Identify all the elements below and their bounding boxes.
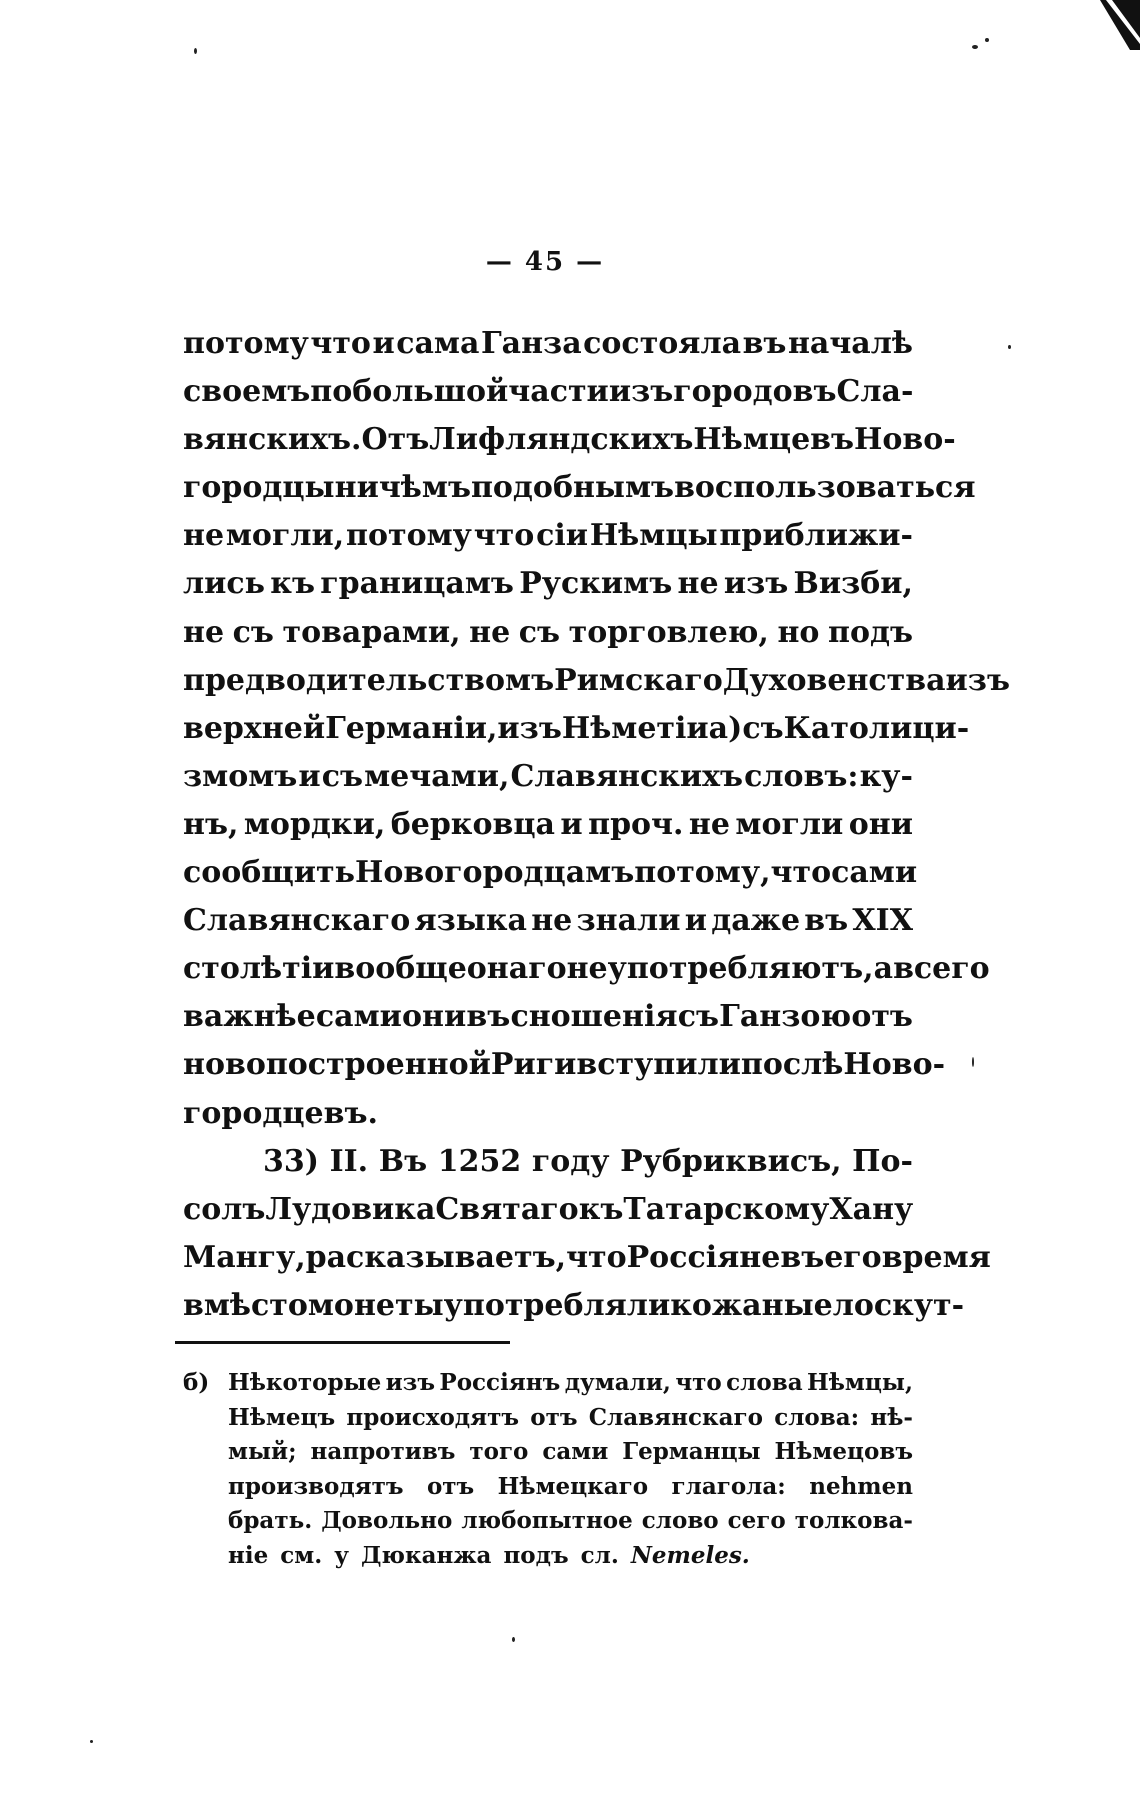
word: онаго (466, 951, 567, 987)
word: что (566, 1239, 627, 1275)
word: въ (466, 999, 511, 1035)
word: языка (414, 903, 527, 939)
word: лись (183, 566, 266, 602)
ink-speck (985, 38, 989, 42)
footnote-word: того (469, 1438, 529, 1465)
text-line (183, 1090, 913, 1138)
ink-speck (194, 48, 197, 54)
word: 1252 (437, 1143, 522, 1179)
word: городцы (183, 470, 335, 506)
footnote-word: Nemeles. (630, 1541, 750, 1569)
word: и (560, 806, 583, 842)
text-line (183, 1234, 991, 1282)
ink-speck (90, 1740, 93, 1743)
word: знали (576, 903, 681, 939)
word: По- (852, 1143, 913, 1179)
word: отъ (851, 999, 913, 1035)
word: съ (518, 614, 561, 650)
footnote-word: производятъ (228, 1472, 404, 1500)
word: Нѣметіи (561, 710, 709, 746)
word: сношенія (510, 999, 678, 1035)
footnote-line (183, 1435, 913, 1470)
footnote-word: Нѣмецъ (228, 1403, 336, 1431)
footnote-line (183, 1366, 913, 1401)
word: состояла (583, 326, 742, 361)
word: Россіяне (626, 1239, 781, 1275)
word: вступили (576, 1047, 741, 1083)
word: потому (183, 326, 309, 361)
word: мордки, (243, 806, 386, 842)
word: воспользоваться (674, 470, 976, 506)
word: Риги (490, 1047, 577, 1083)
word: изъ (723, 566, 789, 602)
footnote-word: глагола: (671, 1472, 786, 1500)
word: сама (396, 326, 480, 361)
word: границамъ (320, 566, 514, 602)
word: не (531, 903, 573, 939)
footnote-word: ніе (228, 1541, 269, 1569)
footnote-word: Довольно (321, 1507, 453, 1534)
word: но (777, 614, 820, 650)
footnote-word: напротивъ (310, 1438, 456, 1465)
word: даже (711, 903, 801, 939)
word: сами (315, 999, 402, 1035)
text-line (183, 753, 913, 801)
word: части (508, 374, 609, 410)
main-text (183, 320, 1010, 1330)
text-line (183, 464, 976, 512)
word: Ганза (480, 326, 582, 361)
word: Сла- (836, 374, 914, 410)
footnote-line (183, 1539, 913, 1574)
word: его (824, 1239, 882, 1275)
text-line (183, 705, 970, 753)
word: Духовенства (722, 662, 946, 698)
word: подобнымъ (470, 470, 675, 506)
word: предводительствомъ (183, 662, 555, 698)
word: Святаго (435, 1191, 579, 1227)
footnote-word: Нѣмцы, (807, 1369, 913, 1396)
text-line (183, 1282, 965, 1330)
word: по (310, 374, 353, 410)
word: товарами, (282, 614, 461, 650)
word: а) (708, 710, 743, 746)
word: и (372, 326, 395, 361)
word: сами (831, 855, 918, 891)
word: Рубриквисъ, (620, 1143, 842, 1179)
word: не (469, 614, 511, 650)
word: въ (780, 1239, 825, 1275)
word: году (531, 1143, 610, 1179)
text-line (183, 945, 990, 993)
word: Мангу, (183, 1239, 306, 1275)
word: а (873, 951, 894, 987)
footnote-word: что (675, 1369, 722, 1396)
footnote-word: Дюканжа (360, 1541, 492, 1569)
word: Отъ (361, 422, 430, 458)
footnote-word: отъ (426, 1472, 475, 1500)
word: Германіи, (325, 710, 498, 746)
word: Татарскому (623, 1191, 830, 1227)
word: употребляли (443, 1287, 671, 1323)
word: вообще (334, 951, 467, 987)
word: Лудовика (265, 1191, 436, 1227)
word: Хану (829, 1191, 914, 1227)
page-number: — 45 — (485, 247, 605, 277)
word: потому, (634, 855, 771, 891)
footnote-marker: б) (183, 1369, 210, 1396)
word: монеты (307, 1287, 444, 1323)
word: ничѣмъ (334, 470, 471, 506)
footnote-word: происходятъ (346, 1403, 519, 1431)
footnote-word: Нѣкоторые (228, 1369, 382, 1396)
word: торговлею, (568, 614, 769, 650)
word: верхней (183, 710, 326, 746)
text-line (183, 416, 956, 464)
word: важнѣе (183, 999, 316, 1035)
word: Ново- (843, 1047, 946, 1083)
text-line (183, 801, 913, 849)
word: употребляютъ, (607, 951, 874, 987)
word: новопостроенной (183, 1047, 491, 1083)
footnote-word: сего (727, 1507, 786, 1534)
word: Нѣмцы (589, 518, 718, 554)
footnote-block (183, 1366, 913, 1573)
word: подъ (828, 614, 913, 650)
word: Католици- (783, 710, 970, 746)
footnote-word: мый; (228, 1438, 297, 1465)
word: городцевъ. (183, 1095, 378, 1131)
text-line (183, 1186, 913, 1234)
word: XIX (852, 903, 913, 939)
word: съ (321, 758, 364, 794)
word: къ (270, 566, 315, 602)
word: могли, (225, 518, 345, 554)
word: кожаные (670, 1287, 833, 1323)
footnote-line (183, 1401, 913, 1436)
word: не (183, 614, 225, 650)
word: Ганзою (719, 999, 852, 1035)
word: змомъ (183, 758, 298, 794)
word: не (688, 806, 730, 842)
word: Нѣмцевъ (693, 422, 855, 458)
word: большой (352, 374, 509, 410)
footnote-word: у (334, 1541, 349, 1569)
word: вянскихъ. (183, 422, 362, 458)
word: 33) (263, 1143, 319, 1179)
word: и (684, 903, 707, 939)
word: словъ: (744, 758, 859, 794)
ink-speck (512, 1637, 515, 1642)
footnote-line (183, 1470, 913, 1505)
footnote-word: слово (641, 1507, 719, 1534)
word: мечами, (364, 758, 510, 794)
word: всего (893, 951, 990, 987)
footnote-line (183, 1504, 913, 1539)
text-line (183, 320, 913, 368)
text-line (183, 368, 913, 416)
word: могли (735, 806, 844, 842)
footnote-word: слова (726, 1369, 803, 1396)
word: лоскут- (832, 1287, 965, 1323)
word: своемъ (183, 374, 311, 410)
word: нъ, (183, 806, 239, 842)
text-line (183, 560, 913, 608)
word: Ново- (854, 422, 956, 458)
footnote-word: нѣ- (870, 1403, 913, 1431)
footnote-word: сл. (580, 1541, 619, 1569)
word: что (310, 326, 371, 361)
word: съ (677, 999, 719, 1035)
word: расказываетъ, (305, 1239, 567, 1275)
word: Славянскаго (183, 903, 411, 939)
word: съ (742, 710, 784, 746)
word: послѣ (740, 1047, 844, 1083)
word: Лифляндскихъ (429, 422, 694, 458)
word: Новогородцамъ (354, 855, 635, 891)
footnote-word: Россіянъ (439, 1369, 561, 1396)
footnote-word: Нѣмецовъ (774, 1438, 913, 1465)
footnote-word: толкова- (794, 1507, 913, 1534)
text-line (183, 657, 1010, 705)
word: изъ (945, 662, 1010, 698)
word: не (566, 951, 608, 987)
text-line (183, 1041, 946, 1089)
text-line (183, 1138, 913, 1186)
word: изъ (497, 710, 562, 746)
word: сіи (536, 518, 588, 554)
word: вмѣсто (183, 1287, 308, 1323)
ink-speck (972, 45, 978, 49)
footnote-word: см. (280, 1541, 323, 1569)
word: не (677, 566, 719, 602)
word: и (298, 758, 321, 794)
footnote-word: думали, (564, 1369, 671, 1396)
word: потому (346, 518, 472, 554)
word: проч. (588, 806, 684, 842)
word: берковца (390, 806, 555, 842)
word: приближи- (719, 518, 913, 554)
word: къ (578, 1191, 624, 1227)
footnote-word: Германцы (622, 1438, 761, 1465)
text-line (183, 849, 918, 897)
page-corner-mark (1100, 0, 1140, 50)
text-line (183, 609, 913, 657)
word: Визби, (793, 566, 913, 602)
word: началѣ (787, 326, 913, 361)
footnote-word: слова: (774, 1403, 860, 1431)
word: солъ (183, 1191, 266, 1227)
word: что (473, 518, 535, 554)
word: II. (329, 1143, 369, 1179)
footnote-word: отъ (530, 1403, 578, 1431)
word: не (183, 518, 225, 554)
word: Рускимъ (519, 566, 673, 602)
word: въ (742, 326, 787, 361)
ink-speck (1008, 345, 1011, 349)
footnote-word: брать. (228, 1507, 313, 1534)
footnote-word: nehmen (809, 1472, 913, 1500)
footnote-word: Нѣмецкаго (497, 1472, 649, 1500)
word: время (881, 1239, 991, 1275)
word: Римскаго (554, 662, 723, 698)
footnote-word: подъ (503, 1541, 569, 1569)
text-line (183, 897, 913, 945)
text-line (183, 993, 913, 1041)
word: съ (232, 614, 274, 650)
word: они (402, 999, 467, 1035)
footnote-word: любопытное (461, 1507, 633, 1534)
word: изъ (608, 374, 674, 410)
footnote-word: изъ (385, 1369, 436, 1396)
word: столѣтіи (183, 951, 335, 987)
word: сообщить (183, 855, 355, 891)
word: ку- (859, 758, 913, 794)
word: городовъ (673, 374, 837, 410)
ink-speck (972, 1057, 974, 1067)
word: они (848, 806, 913, 842)
footnote-word: Славянскаго (588, 1403, 763, 1431)
text-line (183, 512, 913, 560)
footnote-word: сами (542, 1438, 609, 1465)
word: Славянскихъ (510, 758, 744, 794)
word: что (770, 855, 832, 891)
footnote-rule (175, 1341, 510, 1344)
word: въ (804, 903, 849, 939)
word: Въ (378, 1143, 428, 1179)
